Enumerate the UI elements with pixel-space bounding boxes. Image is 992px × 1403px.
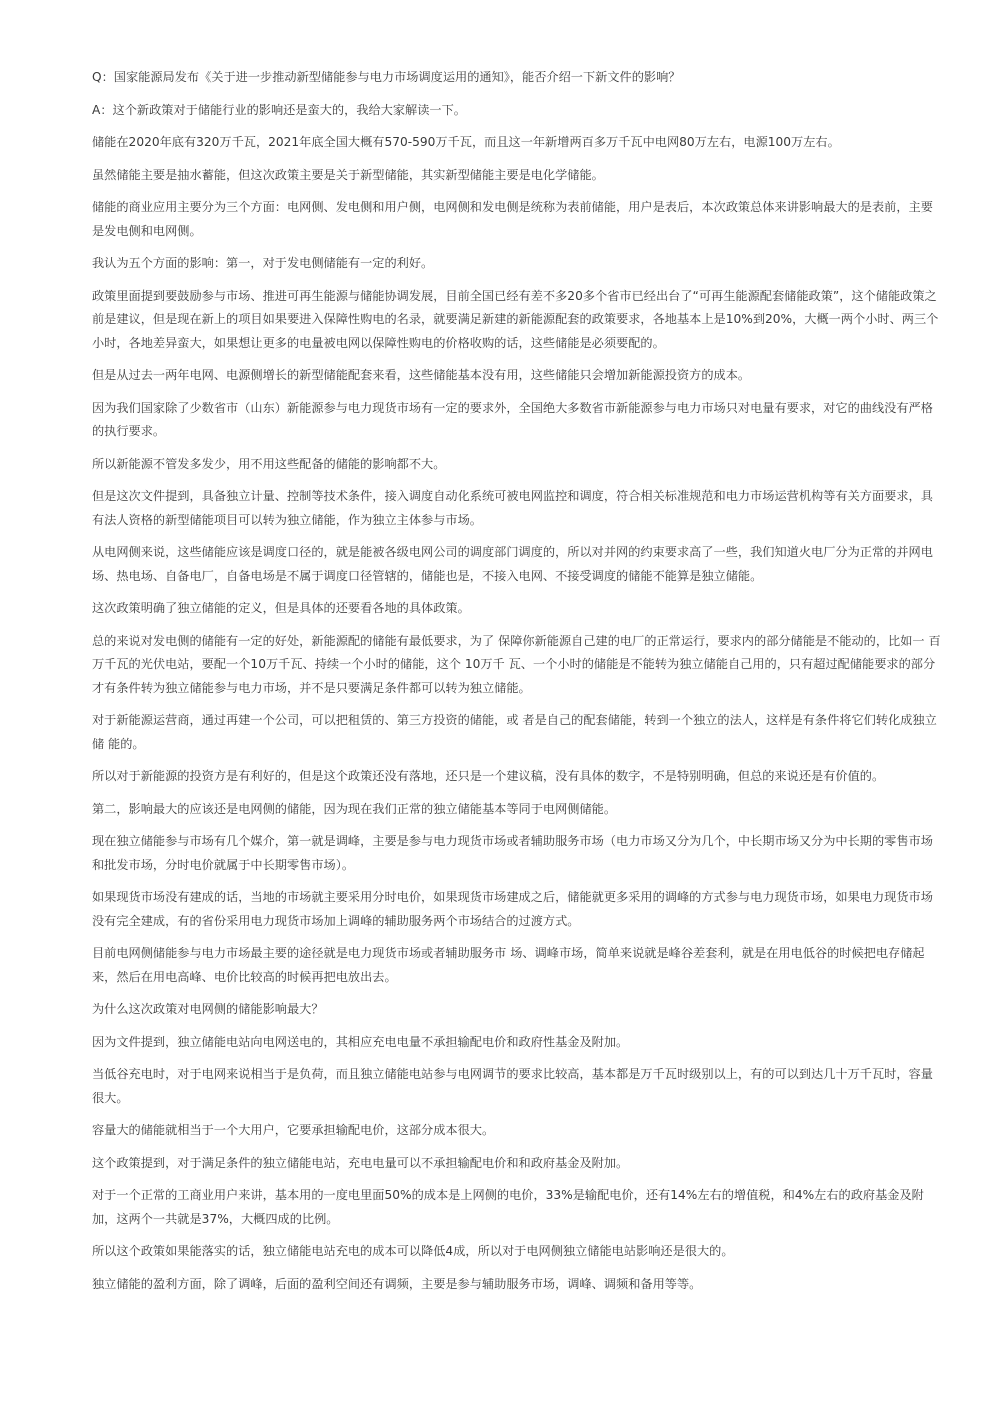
question-paragraph: Q：国家能源局发布《关于进一步推动新型储能参与电力市场调度运用的通知》，能否介绍一下新文件的影响？ (92, 70, 681, 84)
body-paragraph: 因为我们国家除了少数省市（山东）新能源参与电力现货市场有一定的要求外，全国绝大多数省市新能源参与电力市场只对电量有要求，对它的曲线没有严格的执行要求。 (92, 400, 933, 438)
body-paragraph: 这个政策提到，对于满足条件的独立储能电站，充电电量可以不承担输配电价和和政府基金及附加。 (92, 1155, 629, 1170)
body-paragraph: 现在独立储能参与市场有几个媒介，第一就是调峰，主要是参与电力现货市场或者辅助服务市场（电力市场又分为几个，中长期市场又分为中长期的零售市场和批发市场，分时电价就属于中长期零售市场）。 (92, 834, 933, 872)
body-paragraph: 从电网侧来说，这些储能应该是调度口径的，就是能被各级电网公司的调度部门调度的，所以对并网的约束要求高了一些，我们知道火电厂分为正常的并网电场、热电场、自备电厂，自备电场是不属于调度口径管辖的，储能也是，不接入电网、不接受调度的储能不能算是独立储能。 (92, 545, 933, 583)
body-paragraph: 第二，影响最大的应该还是电网侧的储能，因为现在我们正常的独立储能基本等同于电网侧储能。 (92, 801, 617, 816)
body-paragraph: 所以对于新能源的投资方是有利好的，但是这个政策还没有落地，还只是一个建议稿，没有具体的数字，不是特别明确，但总的来说还是有价值的。 (92, 769, 885, 783)
body-paragraph: 对于新能源运营商，通过再建一个公司，可以把租赁的、第三方投资的储能，或 者是自己的配套储能，转到一个独立的法人，这样是有条件将它们转化成独立储 能的。 (92, 713, 937, 751)
body-paragraph: 为什么这次政策对电网侧的储能影响最大？ (92, 1002, 324, 1016)
body-paragraph: 所以这个政策如果能落实的话，独立储能电站充电的成本可以降低4成，所以对于电网侧独立储能电站影响还是很大的。 (92, 1244, 734, 1258)
body-paragraph: 储能的商业应用主要分为三个方面：电网侧、发电侧和用户侧，电网侧和发电侧是统称为表前储能，用户是表后，本次政策总体来讲影响最大的是表前，主要是发电侧和电网侧。 (92, 200, 933, 238)
body-paragraph: 我认为五个方面的影响：第一，对于发电侧储能有一定的利好。 (92, 256, 434, 270)
body-paragraph: 虽然储能主要是抽水蓄能，但这次政策主要是关于新型储能，其实新型储能主要是电化学储能。 (92, 167, 604, 182)
body-paragraph: 政策里面提到要鼓励参与市场、推进可再生能源与储能协调发展，目前全国已经有差不多20多个省市已经出台了“可再生能源配套储能政策”，这个储能政策之前是建议，但是现在新上的项目如果要进入保障性购电的名录，就要满足新建的新能源配套的政策要求，各地基本上是10%到20%，大概一两个小时、两三个小时，各地差异蛮大，如果想让更多的电量被电网以保障性购电的价格收购的话，这些储能是必须要配的。 (92, 288, 939, 350)
document-body (92, 66, 944, 1305)
body-paragraph: 目前电网侧储能参与电力市场最主要的途径就是电力现货市场或者辅助服务市 场、调峰市场，简单来说就是峰谷差套利，就是在用电低谷的时候把电存储起来，然后在用电高峰、电价比较高的时候再把电放出去。 (92, 946, 925, 984)
body-paragraph: 但是这次文件提到，具备独立计量、控制等技术条件，接入调度自动化系统可被电网监控和调度，符合相关标准规范和电力市场运营机构等有关方面要求，具有法人资格的新型储能项目可以转为独立储能，作为独立主体参与市场。 (92, 489, 933, 527)
body-paragraph: 当低谷充电时，对于电网来说相当于是负荷，而且独立储能电站参与电网调节的要求比较高，基本都是万千瓦时级别以上，有的可以到达几十万千瓦时，容量很大。 (92, 1067, 933, 1105)
body-paragraph: 独立储能的盈利方面，除了调峰，后面的盈利空间还有调频，主要是参与辅助服务市场，调峰、调频和备用等等。 (92, 1276, 702, 1291)
body-paragraph: 容量大的储能就相当于一个大用户，它要承担输配电价，这部分成本很大。 (92, 1123, 495, 1137)
body-paragraph: 总的来说对发电侧的储能有一定的好处，新能源配的储能有最低要求，为了 保障你新能源自己建的电厂的正常运行，要求内的部分储能是不能动的，比如一 百万千瓦的光伏电站，要配一个10万千瓦、持续一个小时的储能，这个 10万千 瓦、一个小时的储能是不能转为独立储能自己用的，只有超过配储能要求的部分 才有条件转为独立储能参与电力市场，并不是只要满足条件都可以转为独立储能。 (92, 633, 941, 695)
body-paragraph: 储能在2020年底有320万千瓦，2021年底全国大概有570-590万千瓦，而且这一年新增两百多万千瓦中电网80万左右，电源100万左右。 (92, 135, 840, 149)
body-paragraph: 因为文件提到，独立储能电站向电网送电的，其相应充电电量不承担输配电价和政府性基金及附加。 (92, 1034, 629, 1049)
body-paragraph: 这次政策明确了独立储能的定义，但是具体的还要看各地的具体政策。 (92, 601, 470, 615)
body-paragraph: 对于一个正常的工商业用户来讲，基本用的一度电里面50%的成本是上网侧的电价，33%是输配电价，还有14%左右的增值税，和4%左右的政府基金及附加，这两个一共就是37%，大概四成的比例。 (92, 1188, 924, 1226)
body-paragraph: 如果现货市场没有建成的话，当地的市场就主要采用分时电价，如果现货市场建成之后，储能就更多采用的调峰的方式参与电力现货市场，如果电力现货市场没有完全建成，有的省份采用电力现货市场加上调峰的辅助服务两个市场结合的过渡方式。 (92, 890, 933, 928)
body-paragraph: 所以新能源不管发多发少，用不用这些配备的储能的影响都不大。 (92, 456, 446, 471)
body-paragraph: 但是从过去一两年电网、电源侧增长的新型储能配套来看，这些储能基本没有用，这些储能只会增加新能源投资方的成本。 (92, 368, 751, 382)
answer-intro-paragraph: A：这个新政策对于储能行业的影响还是蛮大的，我给大家解读一下。 (92, 102, 466, 117)
